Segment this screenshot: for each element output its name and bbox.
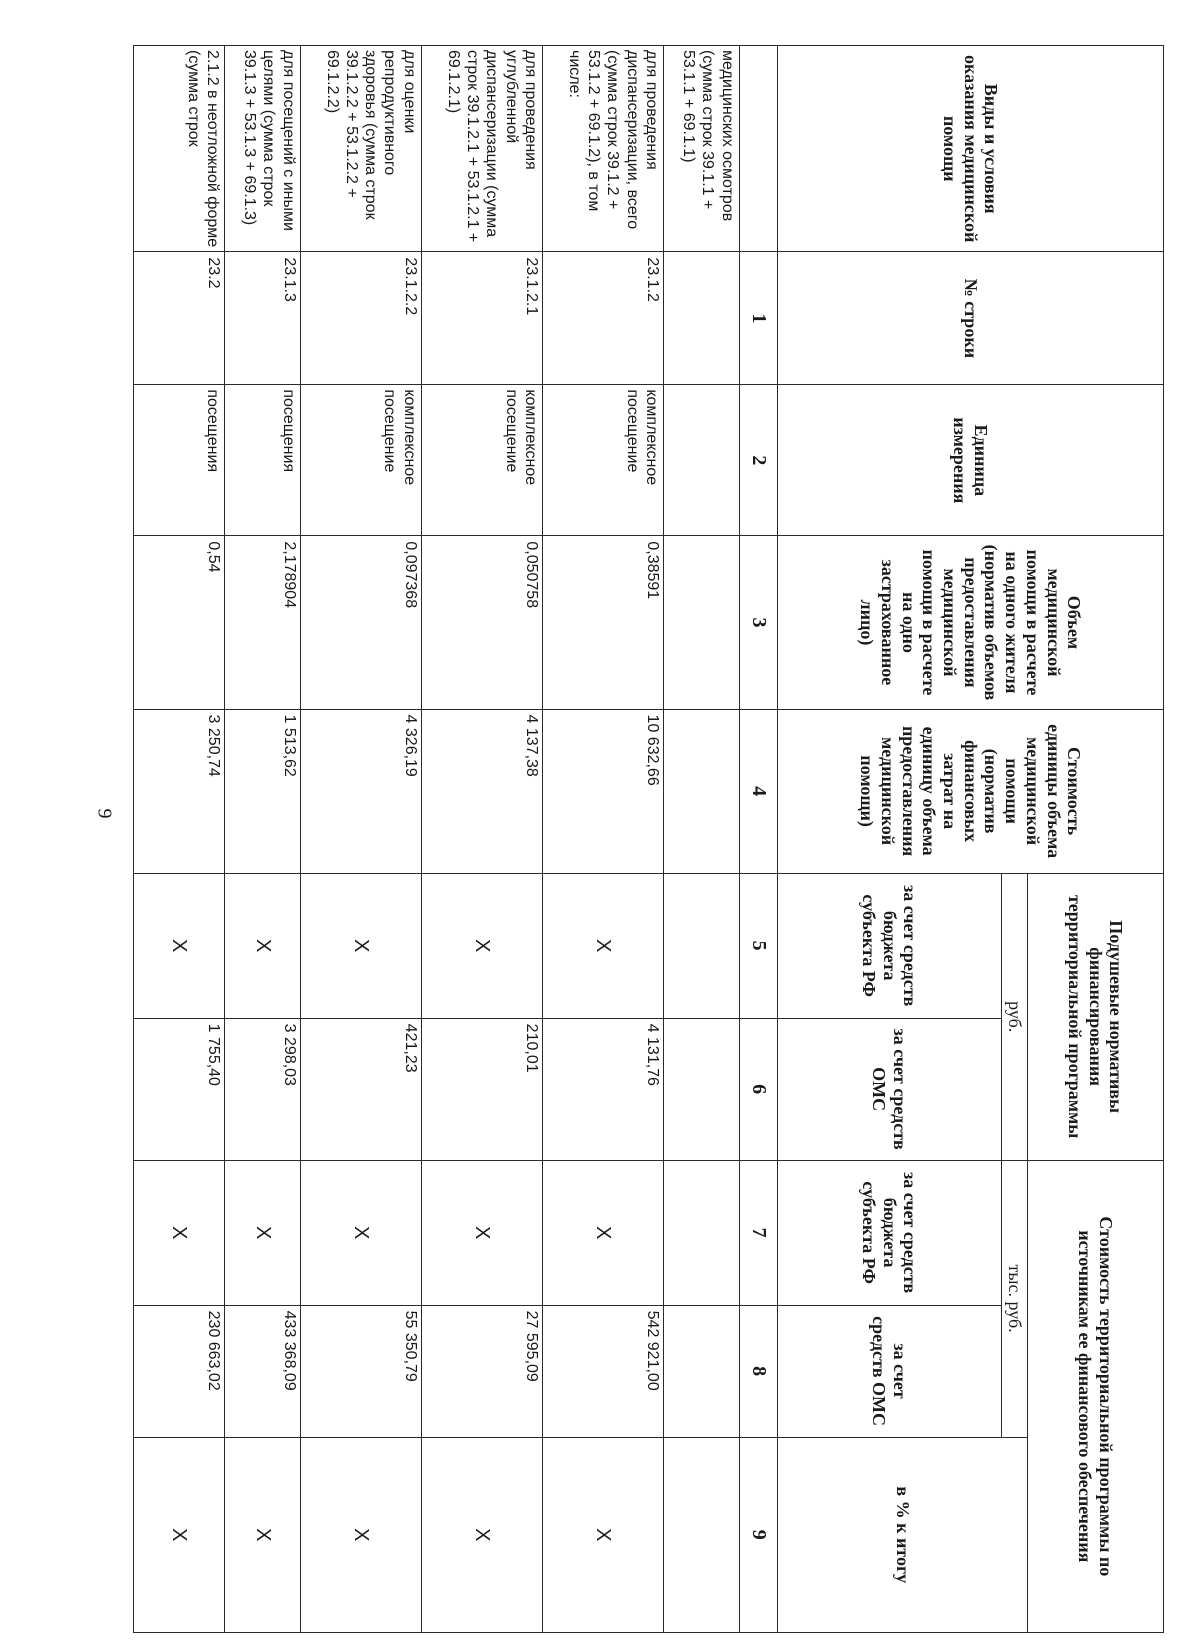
header-norm-budget: за счет средств бюджета субъекта РФ [777,873,1001,1018]
row-cost: 3 250,74 [134,709,225,873]
row-percent: X [421,1437,542,1632]
row-cost-budget: X [224,1160,300,1305]
column-number: 1 [739,252,777,385]
row-norm-oms: 421,23 [300,1018,421,1160]
column-number: 8 [739,1305,777,1437]
column-number: 3 [739,536,777,709]
row-cost-budget: X [134,1160,225,1305]
row-volume [663,536,739,709]
row-norm-oms: 1 755,40 [134,1018,225,1160]
header-norm-oms: за счет средств ОМС [777,1018,1001,1160]
row-unit: комплексное посещение [542,385,663,536]
header-cost-budget: за счет средств бюджета субъекта РФ [777,1160,1001,1305]
row-norm-oms [663,1018,739,1160]
table-row [542,46,663,1633]
row-cost-oms [663,1305,739,1437]
header-kind: Виды и условия оказания медицинской помощи [777,46,1163,252]
row-name: 2.1.2 в неотложной форме (сумма строк [134,46,225,252]
header-unit: Единица измерения [777,385,1163,536]
row-norm-oms: 210,01 [421,1018,542,1160]
row-name: для проведения углубленной диспансеризации (сумма строк 39.1.2.1 + 53.1.2.1 + 69.1.2.1) [421,46,542,252]
row-percent: X [300,1437,421,1632]
row-unit: комплексное посещение [421,385,542,536]
row-cost-budget: X [542,1160,663,1305]
column-number: 5 [739,873,777,1018]
row-volume: 2,178904 [224,536,300,709]
table-row [421,46,542,1633]
row-cost-oms: 27 595,09 [421,1305,542,1437]
row-volume: 0,097368 [300,536,421,709]
page-number: 9 [93,808,116,819]
row-name: для посещений с иными целями (сумма строк 39.1.3 + 53.1.3 + 69.1.3) [224,46,300,252]
row-number: 23.1.3 [224,252,300,385]
row-percent: X [542,1437,663,1632]
header-row-no: № строки [777,252,1163,385]
row-name: для проведения диспансеризации, всего (сумма строк 39.1.2 + 53.1.2 + 69.1.2), в том числе: [542,46,663,252]
row-volume: 0,54 [134,536,225,709]
row-name: для оценки репродуктивного здоровья (сумма строк 39.1.2.2 + 53.1.2.2 + 69.1.2.2) [300,46,421,252]
row-percent [663,1437,739,1632]
row-norm-budget: X [300,873,421,1018]
table-row [663,46,739,1633]
header-cost-oms: за счет средств ОМС [777,1305,1001,1437]
header-group-norms: Подушевые нормативы финансирования территориальной программы [1027,873,1163,1160]
row-cost-budget: X [300,1160,421,1305]
row-norm-oms: 4 131,76 [542,1018,663,1160]
row-norm-budget: X [224,873,300,1018]
row-cost: 1 513,62 [224,709,300,873]
row-cost-oms: 55 350,79 [300,1305,421,1437]
row-cost [663,709,739,873]
row-number: 23.2 [134,252,225,385]
row-norm-budget [663,873,739,1018]
row-percent: X [134,1437,225,1632]
header-group-cost: Стоимость территориальной программы по источникам ее финансового обеспечения [1027,1160,1163,1632]
row-percent: X [224,1437,300,1632]
row-number [663,252,739,385]
table-row [134,46,225,1633]
header-unit-thousand-rub: тыс. руб. [1001,1160,1027,1437]
column-number: 9 [739,1437,777,1632]
header-volume: Объем медицинской помощи в расчете на одного жителя (норматив объемов предоставления медицинской помощи в расчете на одно застрахованное лицо) [777,536,1163,709]
row-volume: 0,38591 [542,536,663,709]
row-cost: 10 632,66 [542,709,663,873]
row-cost-oms: 230 663,02 [134,1305,225,1437]
row-norm-oms: 3 298,03 [224,1018,300,1160]
column-number: 6 [739,1018,777,1160]
row-unit: комплексное посещение [300,385,421,536]
row-volume: 0,050758 [421,536,542,709]
column-number: 4 [739,709,777,873]
column-number: 7 [739,1160,777,1305]
row-unit: посещения [134,385,225,536]
column-number: 2 [739,385,777,536]
row-cost-budget: X [421,1160,542,1305]
row-number: 23.1.2 [542,252,663,385]
table-row [224,46,300,1633]
header-percent: в % к итогу [777,1437,1027,1632]
row-cost: 4 137,38 [421,709,542,873]
header-unit-rub: руб. [1001,873,1027,1160]
column-number-blank [739,46,777,252]
row-norm-budget: X [542,873,663,1018]
row-cost: 4 326,19 [300,709,421,873]
row-norm-budget: X [421,873,542,1018]
row-cost-budget [663,1160,739,1305]
header-cost: Стоимость единицы объема медицинской помощи (норматив финансовых затрат на единицу объема предоставления медицинской помощи) [777,709,1163,873]
row-norm-budget: X [134,873,225,1018]
row-cost-oms: 542 921,00 [542,1305,663,1437]
rotated-page [133,45,1164,1633]
financing-table [133,45,1164,1633]
table-row [300,46,421,1633]
row-number: 23.1.2.1 [421,252,542,385]
row-number: 23.1.2.2 [300,252,421,385]
row-unit [663,385,739,536]
row-cost-oms: 433 368,09 [224,1305,300,1437]
row-unit: посещения [224,385,300,536]
row-name: медицинских осмотров (сумма строк 39.1.1 + 53.1.1 + 69.1.1) [663,46,739,252]
